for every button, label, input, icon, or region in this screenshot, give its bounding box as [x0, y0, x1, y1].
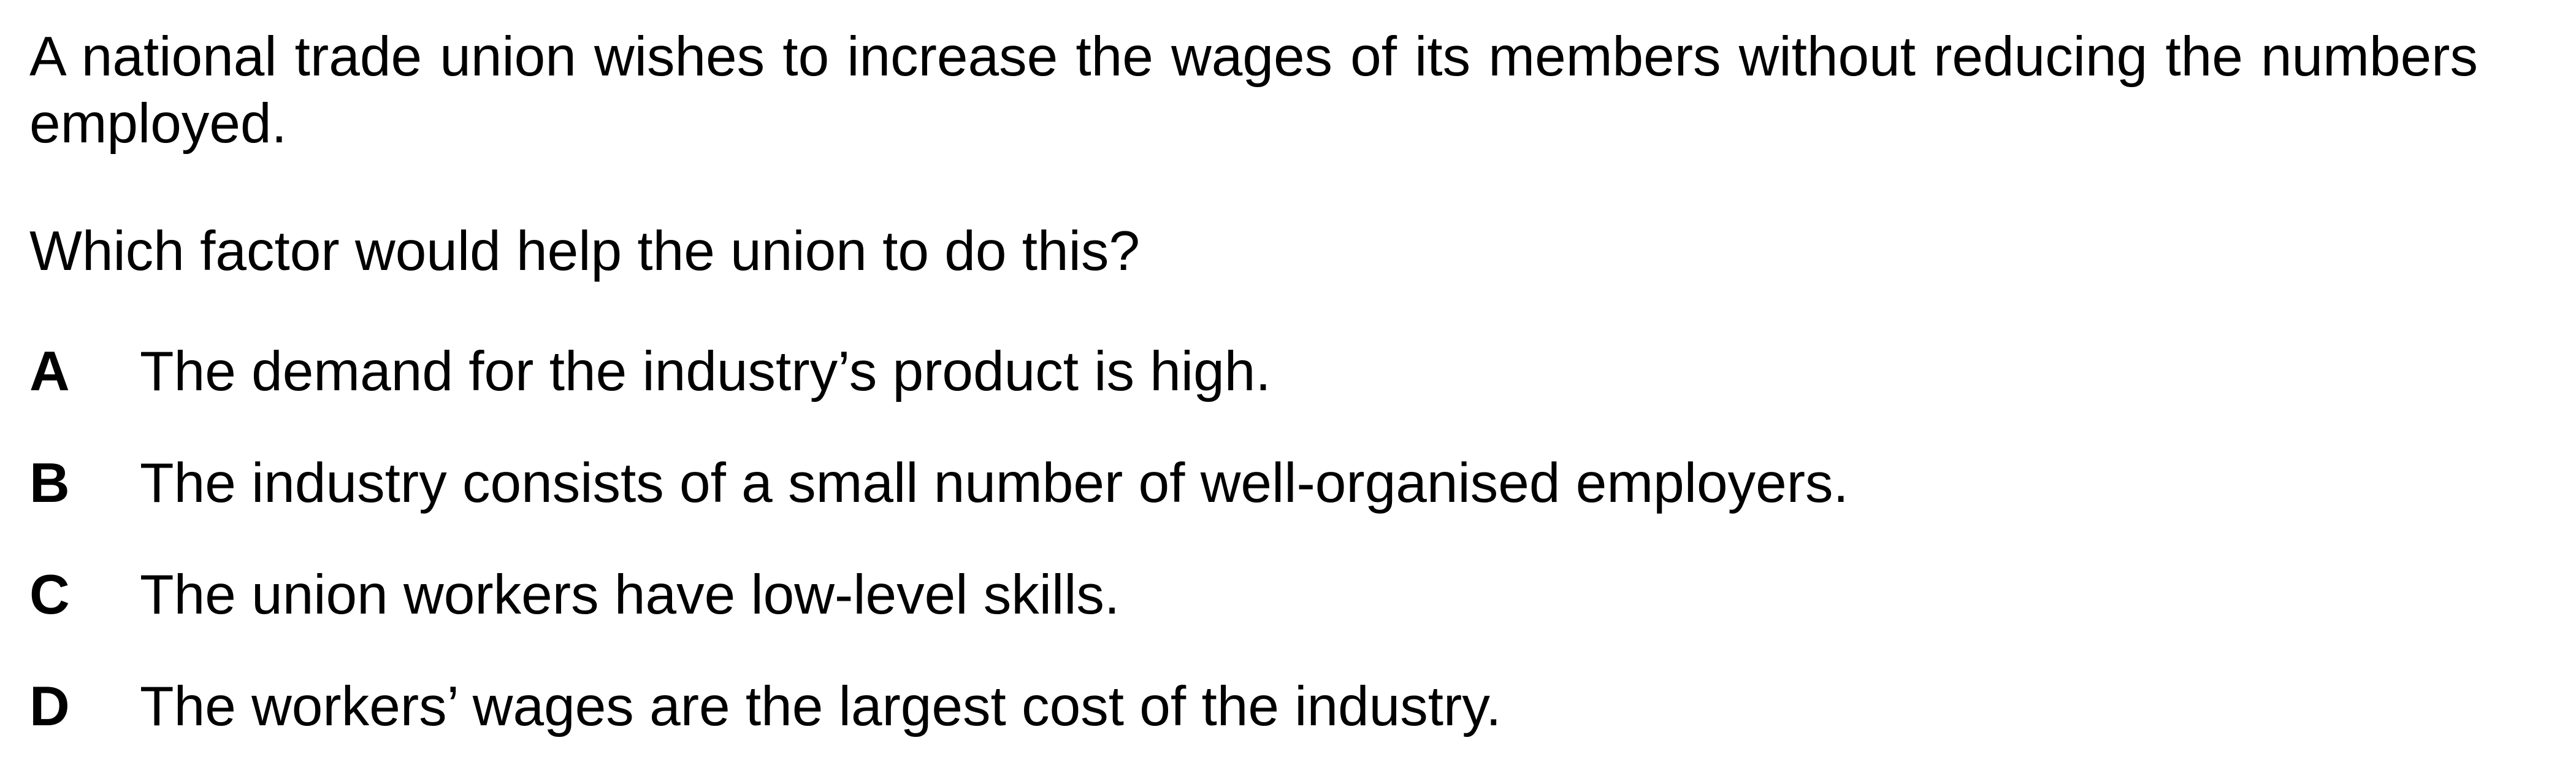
question-prompt: Which factor would help the union to do this?: [29, 220, 1140, 282]
option-text-b: The industry consists of a small number of well-organised employers.: [140, 452, 1849, 514]
answer-options: [29, 0, 2478, 759]
option-letter-b: B: [29, 452, 70, 514]
option-letter-a: A: [29, 341, 70, 403]
question-stem: A national trade union wishes to increase the wages of its members without reducing the numbers employed.: [29, 26, 2478, 155]
option-text-d: The workers’ wages are the largest cost of the industry.: [140, 676, 1502, 738]
option-text-a: The demand for the industry’s product is high.: [140, 341, 1271, 403]
option-text-c: The union workers have low-level skills.: [140, 564, 1120, 626]
option-letter-c: C: [29, 564, 70, 626]
option-letter-d: D: [29, 676, 70, 738]
